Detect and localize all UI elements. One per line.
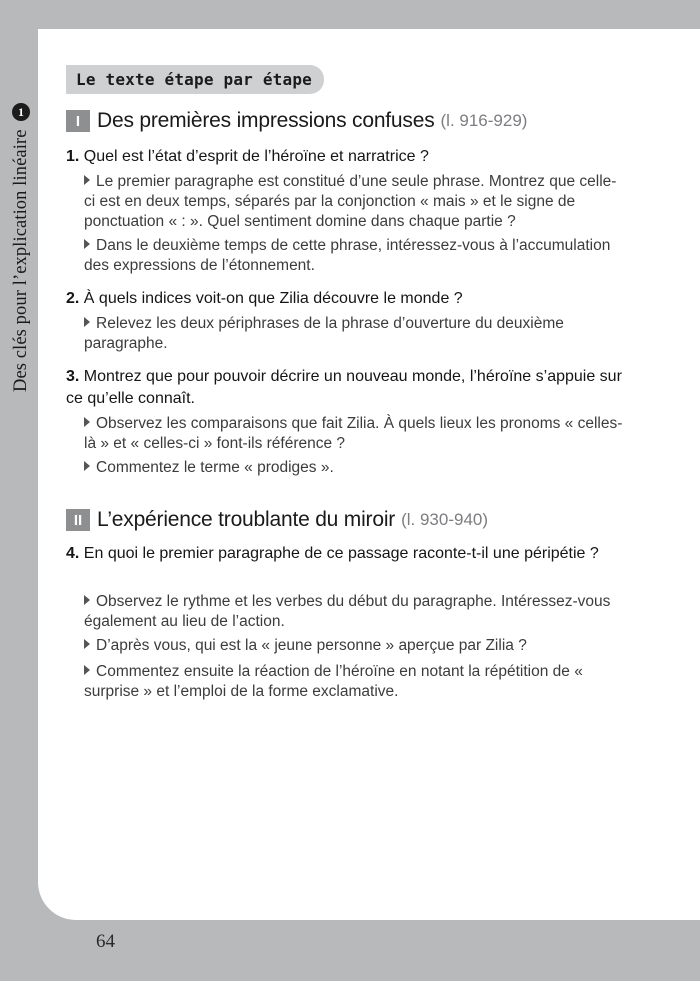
tip-text: Observez les comparaisons que fait Zilia. À quels lieux les pronoms « celles-là » et « celles-ci » font-ils référence ? — [84, 415, 623, 452]
triangle-bullet-icon — [84, 175, 90, 185]
question-number: 1. — [66, 148, 80, 165]
question-1 — [66, 146, 626, 168]
tip-4-1 — [84, 592, 624, 632]
tip-text: Relevez les deux périphrases de la phrase d’ouverture du deuxième paragraphe. — [84, 315, 564, 352]
part-heading-1 — [66, 109, 527, 133]
tip-text: D’après vous, qui est la « jeune personne » aperçue par Zilia ? — [96, 637, 527, 654]
side-running-title — [8, 62, 34, 392]
part-line-range: (l. 930-940) — [401, 510, 489, 529]
tip-text: Commentez ensuite la réaction de l’héroïne en notant la répétition de « surprise » et l’emploi de la forme exclamative. — [84, 663, 583, 700]
tip-2-1 — [84, 314, 624, 354]
question-3 — [66, 366, 626, 410]
tip-4-2 — [84, 636, 624, 656]
side-chapter-number-badge: 1 — [12, 103, 30, 121]
triangle-bullet-icon — [84, 461, 90, 471]
roman-numeral-badge: II — [66, 509, 90, 531]
triangle-bullet-icon — [84, 665, 90, 675]
question-number: 4. — [66, 545, 80, 562]
page-number: 64 — [96, 931, 115, 952]
part-heading-2 — [66, 508, 488, 532]
tip-3-2 — [84, 458, 624, 478]
tip-4-3 — [84, 662, 624, 702]
question-text: En quoi le premier paragraphe de ce passage raconte-t-il une péripétie ? — [83, 545, 599, 562]
part-title: Des premières impressions confuses — [97, 109, 435, 132]
section-tab-label: Le texte étape par étape — [76, 70, 312, 89]
tip-text: Dans le deuxième temps de cette phrase, intéressez-vous à l’accumulation des expressions de l’étonnement. — [84, 237, 611, 274]
question-text: Montrez que pour pouvoir décrire un nouveau monde, l’héroïne s’appuie sur ce qu’elle connaît. — [66, 368, 622, 407]
tip-text: Le premier paragraphe est constitué d’une seule phrase. Montrez que celle-ci est en deux temps, séparés par la conjonction « mais » et le signe de ponctuation « : ». Quel sentiment domine dans chaque partie ? — [84, 173, 617, 230]
triangle-bullet-icon — [84, 317, 90, 327]
triangle-bullet-icon — [84, 639, 90, 649]
tip-1-1 — [84, 172, 624, 232]
triangle-bullet-icon — [84, 417, 90, 427]
question-number: 3. — [66, 368, 80, 385]
part-title: L’expérience troublante du miroir — [97, 508, 396, 531]
tip-1-2 — [84, 236, 624, 276]
question-4 — [66, 543, 626, 565]
side-title-text: Des clés pour l’explication linéaire — [10, 129, 31, 392]
triangle-bullet-icon — [84, 595, 90, 605]
question-text: À quels indices voit-on que Zilia découvre le monde ? — [83, 290, 463, 307]
tip-3-1 — [84, 414, 624, 454]
roman-numeral-badge: I — [66, 110, 90, 132]
part-line-range: (l. 916-929) — [440, 111, 528, 130]
question-2 — [66, 288, 626, 310]
tip-text: Observez le rythme et les verbes du début du paragraphe. Intéressez-vous également au lieu de l’action. — [84, 593, 611, 630]
tip-text: Commentez le terme « prodiges ». — [96, 459, 334, 476]
triangle-bullet-icon — [84, 239, 90, 249]
question-text: Quel est l’état d’esprit de l’héroïne et narratrice ? — [83, 148, 429, 165]
section-tab — [66, 65, 324, 94]
question-number: 2. — [66, 290, 80, 307]
